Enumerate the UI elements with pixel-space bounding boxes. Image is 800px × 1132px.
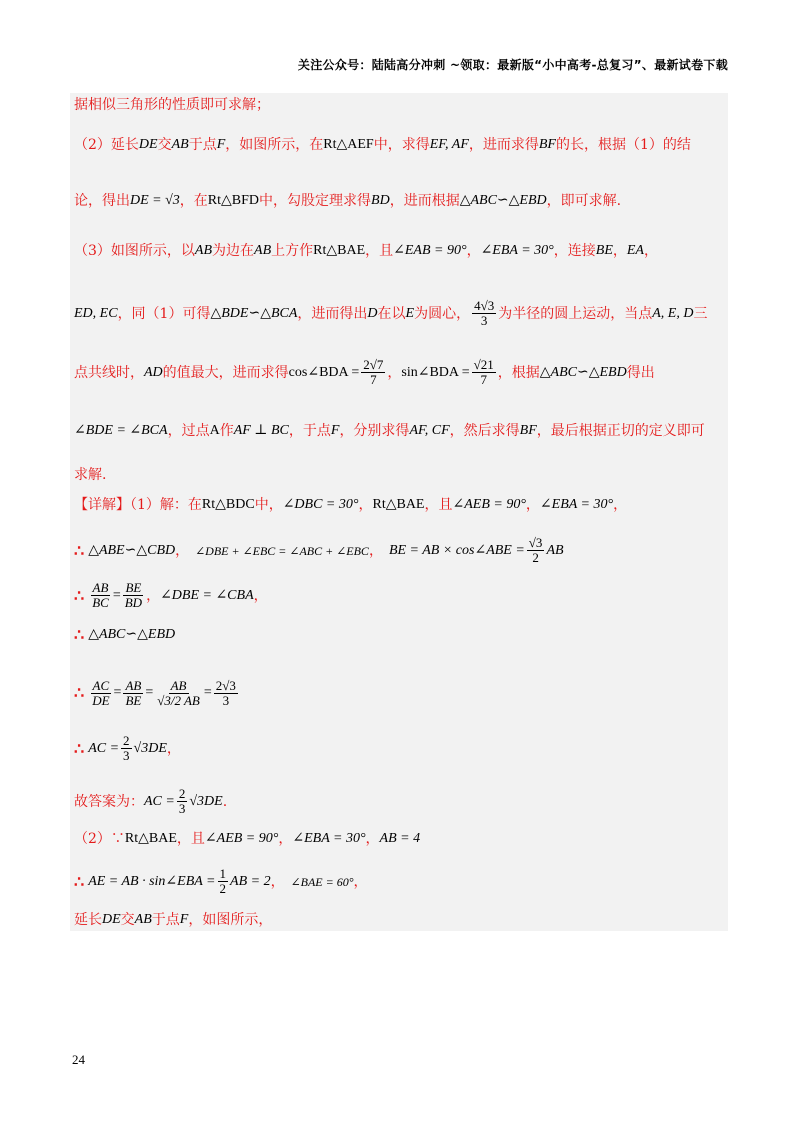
denominator: 3 <box>123 748 130 763</box>
numerator: 2√7 <box>363 357 384 372</box>
text: ，进而求得 <box>468 137 539 153</box>
numerator: AC <box>92 677 110 693</box>
text: 为边在 <box>212 243 255 259</box>
text: （2）延长 <box>74 137 139 153</box>
fraction <box>177 787 188 816</box>
text-line <box>74 95 724 115</box>
math: E <box>405 305 415 321</box>
fraction <box>155 679 202 708</box>
math: cos∠BDA = <box>288 364 360 380</box>
math: AB <box>254 243 272 258</box>
text: ，过点 <box>167 423 210 439</box>
denominator: 2 <box>219 881 227 896</box>
math: ∠EBA = 30° <box>292 831 366 846</box>
math: △ABC∽△EBD <box>539 364 627 380</box>
text: 交 <box>157 137 172 153</box>
text: ， <box>175 542 190 559</box>
text-line <box>74 358 724 387</box>
equals: = <box>145 685 154 700</box>
text: 点共线时， <box>74 364 144 381</box>
denominator: 3 <box>222 692 230 708</box>
text: ，进而根据 <box>389 193 460 209</box>
text: ，同（1）可得 <box>117 305 211 322</box>
math: F <box>179 912 189 927</box>
text: ，最后根据正切的定义即可 <box>536 423 705 439</box>
numerator: √3 <box>528 535 543 550</box>
text-line <box>74 421 724 441</box>
text: 延长 <box>74 912 102 928</box>
text: 于点 <box>188 137 217 153</box>
text: 于点 <box>151 912 180 928</box>
text: 故答案为： <box>74 793 144 810</box>
math: ∠DBE = ∠CBA <box>160 587 254 603</box>
math: ED, EC <box>74 305 118 321</box>
math: sin∠BDA = <box>401 364 470 380</box>
math: A, E, D <box>652 305 694 321</box>
text: ， <box>146 587 161 604</box>
fraction <box>123 679 143 708</box>
text: ， <box>613 497 628 513</box>
math: ∠BAE = 60° <box>290 874 354 889</box>
equals: = <box>203 685 212 700</box>
math: Rt△BFD <box>207 193 260 208</box>
text: ， <box>353 873 368 890</box>
text: ，且 <box>424 497 453 513</box>
text: ， <box>387 364 402 381</box>
therefore-symbol: ∴ <box>74 871 85 891</box>
math: Rt△BAE <box>124 831 177 846</box>
text-line <box>74 829 724 849</box>
math: √3DE <box>133 740 167 756</box>
denominator: DE <box>92 692 110 708</box>
therefore-symbol: ∴ <box>74 683 85 702</box>
math: F <box>330 423 340 438</box>
math: △ABC∽△EBD <box>459 193 547 208</box>
math: ∠AEB = 90° <box>204 831 279 846</box>
text: 的长，根据（1）的结 <box>555 137 691 153</box>
math: ∠DBE + ∠EBC = ∠ABC + ∠EBC <box>195 543 369 558</box>
text: 中， <box>254 497 283 513</box>
text-line <box>74 625 724 645</box>
text-line <box>74 581 724 610</box>
denominator: BE <box>125 692 142 708</box>
text: ，于点 <box>288 423 331 439</box>
text: 为半径的圆上运动，当点 <box>498 305 653 322</box>
numerator: 2√3 <box>215 677 236 693</box>
math: DE <box>102 912 121 927</box>
math: △ABC∽△EBD <box>88 627 176 642</box>
numerator: √21 <box>473 357 494 372</box>
math: √3DE <box>189 793 223 809</box>
therefore-symbol: ∴ <box>74 540 85 560</box>
text-line <box>74 299 724 328</box>
math: BF <box>519 423 537 438</box>
text: ， <box>365 831 380 847</box>
math: AF, CF <box>409 423 450 438</box>
fraction <box>214 679 238 708</box>
math: BD <box>371 193 390 208</box>
text: 求解. <box>74 467 107 483</box>
text: （3）如图所示，以 <box>74 243 195 259</box>
fraction <box>361 358 385 387</box>
text: ， <box>166 740 181 757</box>
numerator: AB <box>92 580 109 595</box>
fraction <box>90 679 111 708</box>
text-line <box>74 910 724 930</box>
math: AB <box>194 243 213 258</box>
denominator: 3 <box>480 313 488 328</box>
fraction <box>472 358 496 387</box>
text: ， <box>358 497 373 513</box>
text: 作 <box>219 423 234 439</box>
math: AE = AB · sin∠EBA = <box>88 873 216 889</box>
math: Rt△BAE <box>372 497 425 512</box>
math: BF <box>538 137 556 152</box>
text: 的值最大，进而求得 <box>162 364 289 381</box>
page-number: 24 <box>72 1052 85 1067</box>
text: ，如图所示， <box>188 912 273 928</box>
fraction <box>90 581 111 610</box>
text-line <box>74 241 724 261</box>
numerator: AB <box>125 677 142 693</box>
math: A <box>209 423 220 438</box>
text: 上方作 <box>271 243 314 259</box>
fraction <box>472 299 496 328</box>
math: DE = √3 <box>130 193 180 208</box>
numerator: 1 <box>219 866 227 881</box>
text: ， <box>466 243 481 259</box>
math: D <box>367 305 378 321</box>
math: BE = AB × cos∠ABE = <box>388 542 525 558</box>
text: 为圆心， <box>414 305 471 322</box>
numerator: 2 <box>178 786 186 801</box>
text: ，然后求得 <box>449 423 520 439</box>
text-line <box>74 495 724 515</box>
math: ∠AEB = 90° <box>452 497 526 512</box>
math: ∠BDE = ∠BCA <box>74 423 168 438</box>
fraction <box>527 536 545 565</box>
fraction <box>123 581 144 610</box>
text-line <box>74 191 724 211</box>
equals: = <box>113 685 122 700</box>
numerator: AB <box>170 677 187 693</box>
therefore-symbol: ∴ <box>74 738 85 758</box>
text: 中，勾股定理求得 <box>259 193 372 209</box>
text: ，即可求解. <box>546 193 622 209</box>
text: ，在 <box>179 193 208 209</box>
text: 论，得出 <box>74 193 130 209</box>
math: Rt△BAE <box>313 243 366 258</box>
text: ，分别求得 <box>339 423 410 439</box>
text: 得出 <box>626 364 655 381</box>
denominator: BC <box>92 595 109 610</box>
math: ∠EBA = 30° <box>480 243 554 258</box>
math: ∠DBC = 30° <box>282 497 359 512</box>
math: EF, AF <box>429 137 469 152</box>
denominator: 3 <box>178 801 186 816</box>
text: ，且 <box>176 831 205 847</box>
therefore-symbol: ∴ <box>74 625 85 644</box>
text: 交 <box>120 912 135 928</box>
text: ， <box>525 497 540 513</box>
text-line <box>74 867 724 896</box>
solution-block <box>70 93 728 931</box>
math: DE <box>138 137 158 152</box>
text: ，连接 <box>553 243 596 259</box>
math: BE <box>595 243 613 258</box>
math: AD <box>144 364 163 380</box>
text-line <box>74 536 724 565</box>
text-line <box>74 135 724 155</box>
text: 中，求得 <box>373 137 430 153</box>
fraction <box>121 734 132 763</box>
numerator: 2 <box>123 733 130 748</box>
text: 在以 <box>377 305 406 322</box>
math: ∠EBA = 30° <box>539 497 614 512</box>
equals: = <box>112 587 121 603</box>
math: ∠EAB = 90° <box>393 243 467 258</box>
denominator: BD <box>124 595 143 610</box>
numerator: 4√3 <box>474 298 495 313</box>
math: AC = <box>144 793 175 809</box>
text: 三 <box>693 305 708 322</box>
text: （2）∵ <box>74 831 125 847</box>
text: 【详解】（1）解：在 <box>74 497 202 513</box>
math: △ABE∽△CBD <box>88 542 176 558</box>
text: . <box>222 793 228 810</box>
text: 据相似三角形的性质即可求解； <box>74 97 270 113</box>
text: ， <box>253 587 268 604</box>
text: ，根据 <box>497 364 540 381</box>
text-line <box>74 465 724 485</box>
denominator: √3/2 AB <box>157 692 200 708</box>
text-line <box>74 787 724 816</box>
page-header: 关注公众号：陆陆高分冲刺 ~领取：最新版“小中高考-总复习”、最新试卷下载 <box>297 58 728 72</box>
numerator: BE <box>125 580 142 595</box>
math: Rt△BDC <box>201 497 255 512</box>
text: ，且 <box>365 243 394 259</box>
text: ，如图所示，在 <box>225 137 324 153</box>
text-line <box>74 734 724 763</box>
math: AB = 4 <box>379 831 421 846</box>
text: ， <box>643 243 658 259</box>
denominator: 2 <box>532 550 539 565</box>
math: AB <box>134 912 152 927</box>
fraction <box>218 867 229 896</box>
math: △BDE∽△BCA <box>210 305 298 321</box>
text: ，进而得出 <box>297 305 368 322</box>
text: ， <box>612 243 627 259</box>
math: AC = <box>88 740 120 756</box>
therefore-symbol: ∴ <box>74 585 85 605</box>
denominator: 7 <box>370 372 377 387</box>
math: AB <box>546 542 564 558</box>
math: AB <box>171 137 189 152</box>
denominator: 7 <box>480 372 487 387</box>
math: F <box>216 137 226 152</box>
math: EA <box>626 243 644 258</box>
text-line <box>74 669 724 717</box>
text: ， <box>270 873 285 890</box>
math: AF ⊥ BC <box>233 423 289 438</box>
text: ， <box>368 542 383 559</box>
math: AB = 2 <box>230 873 271 889</box>
text: ， <box>278 831 293 847</box>
math: Rt△AEF <box>323 137 374 152</box>
